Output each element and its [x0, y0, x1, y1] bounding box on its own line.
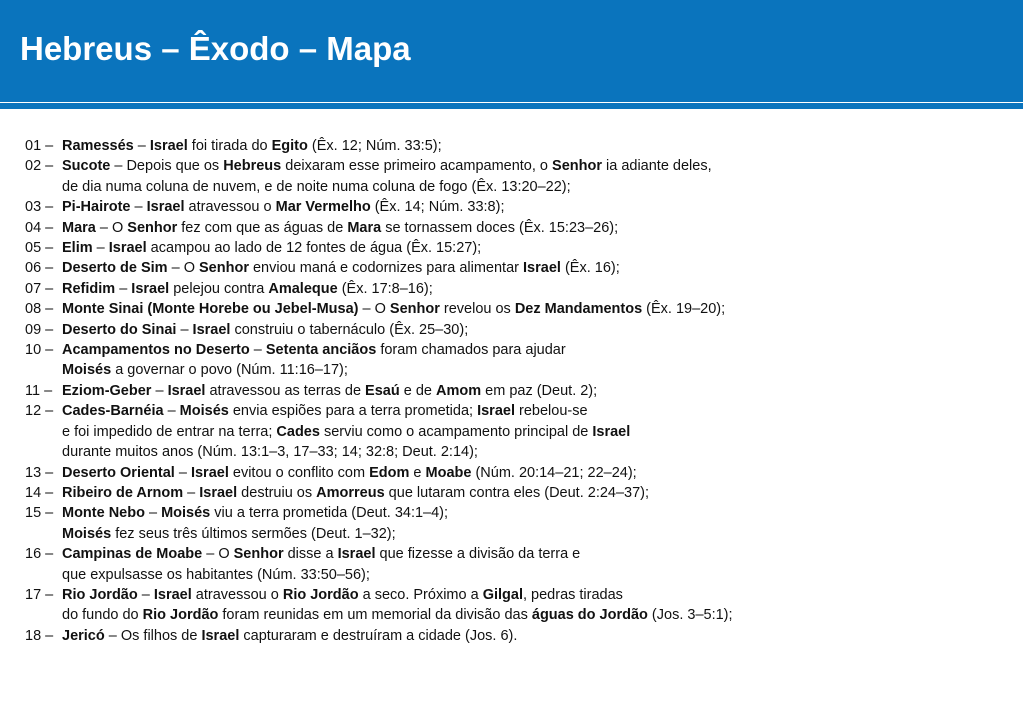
item-number: 09 – — [25, 321, 54, 338]
text-line — [62, 381, 1015, 401]
item-text — [62, 258, 1015, 278]
place-or-name: Gilgal — [482, 586, 523, 603]
item-number: 10 – — [25, 342, 54, 359]
text-line — [62, 136, 1015, 156]
place-or-name: Amom — [436, 382, 482, 399]
text-segment: – — [130, 199, 147, 216]
place-or-name: Setenta anciãos — [265, 342, 377, 359]
place-or-name: Israel — [477, 403, 515, 420]
text-segment: ia adiante deles, — [601, 158, 712, 175]
text-segment: capturaram e destruíram a cidade (Jos. 6). — [239, 627, 518, 644]
item-number: 05 – — [25, 240, 54, 257]
place-or-name: Moisés — [161, 505, 211, 522]
place-or-name: águas do Jordão — [531, 607, 648, 624]
item-number: 15 – — [25, 505, 54, 522]
text-segment: enviou maná e codornizes para alimentar — [248, 260, 524, 277]
text-segment: – — [249, 342, 266, 359]
text-segment: – — [115, 280, 132, 297]
list-item — [25, 238, 1015, 258]
list-item — [25, 156, 1015, 197]
place-or-name: Hebreus — [223, 158, 282, 175]
item-text — [62, 483, 1015, 503]
text-segment: que fizesse a divisão da terra e — [375, 546, 581, 563]
item-text — [62, 585, 1015, 626]
text-segment: e — [409, 464, 426, 481]
text-segment: fez com que as águas de — [177, 219, 348, 236]
place-or-name: Cades — [276, 423, 320, 440]
text-line — [62, 524, 1015, 544]
text-segment: – — [92, 240, 109, 257]
text-segment: durante muitos anos (Núm. 13:1–3, 17–33; 14; 32:8; Deut. 2:14); — [62, 444, 478, 461]
place-or-name: Moisés — [62, 525, 112, 542]
place-or-name: Senhor — [199, 260, 249, 277]
text-segment: serviu como o acampamento principal de — [319, 423, 593, 440]
text-segment: – — [151, 382, 168, 399]
place-or-name: Jericó — [62, 627, 105, 644]
text-segment: – — [183, 484, 200, 501]
text-segment: , pedras tiradas — [522, 586, 623, 603]
item-number: 04 – — [25, 219, 54, 236]
header-divider — [0, 103, 1023, 109]
list-item — [25, 299, 1015, 319]
list-item — [25, 401, 1015, 462]
place-or-name: Israel — [146, 199, 185, 216]
text-segment: viu a terra prometida (Deut. 34:1–4); — [210, 505, 449, 522]
item-text — [62, 463, 1015, 483]
item-number: 06 – — [25, 260, 54, 277]
place-or-name: Senhor — [233, 546, 284, 563]
text-segment: revelou os — [439, 301, 515, 318]
place-or-name: Monte Sinai (Monte Horebe ou Jebel-Musa) — [62, 301, 359, 318]
place-or-name: Israel — [108, 240, 147, 257]
text-segment: – Os filhos de — [104, 627, 202, 644]
list-item — [25, 320, 1015, 340]
item-text — [62, 238, 1015, 258]
text-segment: pelejou contra — [169, 280, 269, 297]
item-number: 03 – — [25, 199, 54, 216]
text-segment: deixaram esse primeiro acampamento, o — [281, 158, 553, 175]
place-or-name: Campinas de Moabe — [62, 546, 203, 563]
text-segment: foram reunidas em um memorial da divisão das — [218, 607, 532, 624]
text-segment: (Êx. 17:8–16); — [337, 280, 433, 297]
item-text — [62, 156, 1015, 197]
text-segment: – — [133, 138, 150, 154]
place-or-name: Israel — [149, 138, 188, 154]
item-text — [62, 279, 1015, 299]
place-or-name: Deserto de Sim — [62, 260, 168, 277]
place-or-name: Eziom-Geber — [62, 382, 152, 399]
text-line — [62, 422, 1015, 442]
text-segment: atravessou as terras de — [205, 382, 366, 399]
place-or-name: Israel — [199, 484, 238, 501]
text-segment: (Jos. 3–5:1); — [647, 607, 733, 624]
item-text — [62, 218, 1015, 238]
text-segment: atravessou o — [191, 586, 283, 603]
item-number: 12 – — [25, 403, 54, 420]
text-line — [62, 340, 1015, 360]
list-item — [25, 463, 1015, 483]
item-number: 01 – — [25, 138, 54, 154]
text-segment: foi tirada do — [187, 138, 272, 154]
text-line — [62, 218, 1015, 238]
text-line — [62, 605, 1015, 625]
list-item — [25, 626, 1015, 646]
itinerary-list — [25, 136, 1015, 646]
item-text — [62, 136, 1015, 156]
place-or-name: Israel — [190, 464, 229, 481]
text-segment: e foi impedido de entrar na terra; — [62, 423, 277, 440]
place-or-name: Monte Nebo — [62, 505, 145, 522]
item-text — [62, 503, 1015, 544]
text-line — [62, 401, 1015, 421]
text-line — [62, 258, 1015, 278]
list-item — [25, 340, 1015, 381]
text-segment: (Êx. 12; Núm. 33:5); — [307, 138, 442, 154]
text-segment: se tornassem doces (Êx. 15:23–26); — [381, 219, 619, 236]
item-text — [62, 320, 1015, 340]
place-or-name: Pi-Hairote — [62, 199, 131, 216]
list-item — [25, 218, 1015, 238]
place-or-name: Egito — [271, 138, 308, 154]
text-segment: que lutaram contra eles (Deut. 2:24–37); — [384, 484, 650, 501]
place-or-name: Israel — [131, 280, 170, 297]
text-line — [62, 544, 1015, 564]
text-line — [62, 238, 1015, 258]
item-number: 02 – — [25, 158, 54, 175]
text-segment: (Êx. 16); — [560, 260, 620, 277]
list-item — [25, 258, 1015, 278]
text-segment: foram chamados para ajudar — [376, 342, 566, 359]
text-segment: – O — [95, 219, 128, 236]
item-text — [62, 401, 1015, 462]
text-segment: acampou ao lado de 12 fontes de água (Êx. 15:27); — [146, 240, 482, 257]
text-segment: – O — [358, 301, 390, 318]
place-or-name: Esaú — [365, 382, 400, 399]
place-or-name: Amaleque — [268, 280, 338, 297]
text-segment: – — [163, 403, 180, 420]
item-text — [62, 340, 1015, 381]
text-segment: a seco. Próximo a — [358, 586, 483, 603]
item-number: 07 – — [25, 280, 54, 297]
place-or-name: Mara — [347, 219, 382, 236]
text-line — [62, 320, 1015, 340]
text-line — [62, 585, 1015, 605]
list-item — [25, 381, 1015, 401]
text-line — [62, 442, 1015, 462]
place-or-name: Ramessés — [62, 138, 134, 154]
text-segment: (Êx. 14; Núm. 33:8); — [370, 199, 505, 216]
item-number: 08 – — [25, 301, 54, 318]
place-or-name: Israel — [523, 260, 561, 277]
place-or-name: Israel — [337, 546, 376, 563]
place-or-name: Rio Jordão — [62, 586, 138, 603]
text-segment: a governar o povo (Núm. 11:16–17); — [111, 362, 348, 379]
item-text — [62, 544, 1015, 585]
page-title: Hebreus – Êxodo – Mapa — [20, 30, 411, 67]
text-segment: – — [144, 505, 162, 522]
place-or-name: Amorreus — [316, 484, 385, 501]
place-or-name: Moisés — [62, 362, 112, 379]
text-segment: que expulsasse os habitantes (Núm. 33:50–56); — [62, 566, 370, 583]
place-or-name: Moisés — [179, 403, 229, 420]
place-or-name: Cades-Barnéia — [62, 403, 164, 420]
text-line — [62, 503, 1015, 523]
text-line — [62, 360, 1015, 380]
text-segment: rebelou-se — [515, 403, 588, 420]
list-item — [25, 544, 1015, 585]
item-text — [62, 381, 1015, 401]
text-segment: atravessou o — [184, 199, 276, 216]
text-segment: – — [176, 321, 193, 338]
text-segment: envia espiões para a terra prometida; — [228, 403, 478, 420]
text-line — [62, 177, 1015, 197]
place-or-name: Israel — [201, 627, 240, 644]
text-segment: fez seus três últimos sermões (Deut. 1–32); — [111, 525, 396, 542]
place-or-name: Senhor — [552, 158, 602, 175]
list-item — [25, 483, 1015, 503]
text-segment: destruiu os — [237, 484, 317, 501]
list-item — [25, 279, 1015, 299]
text-line — [62, 565, 1015, 585]
place-or-name: Elim — [62, 240, 93, 257]
list-item — [25, 585, 1015, 626]
item-number: 18 – — [25, 627, 54, 644]
text-segment: em paz (Deut. 2); — [481, 382, 598, 399]
text-line — [62, 156, 1015, 176]
text-segment: e de — [399, 382, 436, 399]
text-segment: – O — [167, 260, 200, 277]
text-segment: evitou o conflito com — [228, 464, 370, 481]
list-item — [25, 503, 1015, 544]
place-or-name: Israel — [192, 321, 231, 338]
place-or-name: Senhor — [127, 219, 178, 236]
text-segment: – Depois que os — [110, 158, 224, 175]
text-line — [62, 626, 1015, 646]
place-or-name: Senhor — [389, 301, 440, 318]
place-or-name: Israel — [153, 586, 192, 603]
place-or-name: Deserto Oriental — [62, 464, 175, 481]
place-or-name: Rio Jordão — [282, 586, 359, 603]
list-item — [25, 197, 1015, 217]
place-or-name: Refidim — [62, 280, 116, 297]
text-segment: – O — [202, 546, 234, 563]
item-text — [62, 197, 1015, 217]
text-line — [62, 279, 1015, 299]
text-segment: – — [137, 586, 154, 603]
item-number: 17 – — [25, 586, 54, 603]
text-line — [62, 463, 1015, 483]
text-segment: de dia numa coluna de nuvem, e de noite numa coluna de fogo (Êx. 13:20–22); — [62, 178, 571, 195]
place-or-name: Deserto do Sinai — [62, 321, 177, 338]
place-or-name: Acampamentos no Deserto — [62, 342, 250, 359]
text-segment: do fundo do — [62, 607, 143, 624]
title-bar — [0, 0, 1023, 102]
place-or-name: Mar Vermelho — [275, 199, 371, 216]
list-item — [25, 136, 1015, 156]
item-text — [62, 299, 1015, 319]
item-number: 13 – — [25, 464, 54, 481]
text-line — [62, 197, 1015, 217]
item-number: 11 – — [25, 382, 53, 399]
item-text — [62, 626, 1015, 646]
place-or-name: Rio Jordão — [142, 607, 219, 624]
item-number: 16 – — [25, 546, 54, 563]
text-segment: (Núm. 20:14–21; 22–24); — [471, 464, 637, 481]
place-or-name: Edom — [369, 464, 410, 481]
place-or-name: Mara — [62, 219, 96, 236]
text-line — [62, 483, 1015, 503]
text-segment: disse a — [283, 546, 338, 563]
place-or-name: Moabe — [425, 464, 472, 481]
place-or-name: Israel — [592, 423, 631, 440]
place-or-name: Israel — [167, 382, 206, 399]
text-segment: – — [174, 464, 191, 481]
place-or-name: Sucote — [62, 158, 111, 175]
text-segment: (Êx. 19–20); — [642, 301, 726, 318]
place-or-name: Ribeiro de Arnom — [62, 484, 184, 501]
item-number: 14 – — [25, 484, 54, 501]
text-segment: construiu o tabernáculo (Êx. 25–30); — [230, 321, 469, 338]
text-line — [62, 299, 1015, 319]
place-or-name: Dez Mandamentos — [514, 301, 643, 318]
